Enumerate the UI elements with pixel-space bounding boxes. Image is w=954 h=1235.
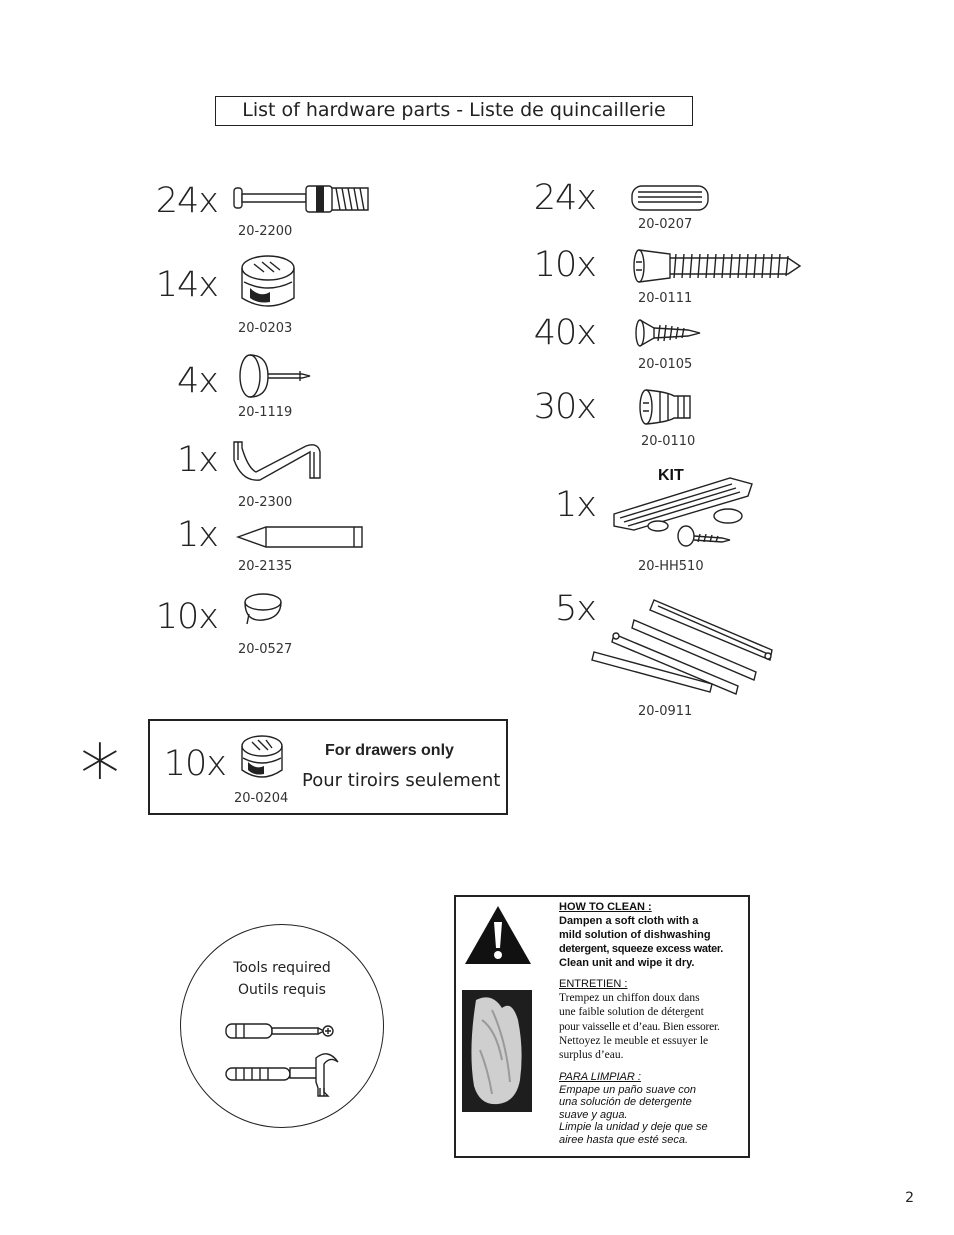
- part-quantity: 24x: [533, 178, 596, 218]
- cleaning-line: Clean unit and wipe it dry.: [559, 957, 695, 969]
- cleaning-text-fr: [559, 977, 749, 1062]
- part-quantity: 1x: [177, 515, 218, 555]
- warning-triangle-icon: [463, 904, 533, 966]
- cloth-photo-icon: [462, 990, 532, 1112]
- part-code: 20-1119: [238, 405, 293, 420]
- part-code: 20-0105: [638, 357, 693, 372]
- part-quantity: 24x: [155, 181, 218, 221]
- long-screw-icon: [632, 248, 802, 284]
- asterisk-symbol: *: [80, 728, 120, 821]
- cleaning-line: una solución de detergente: [559, 1096, 692, 1109]
- cleaning-line: mild solution of dishwashing: [559, 929, 711, 941]
- part-code: 20-2200: [238, 224, 293, 239]
- part-quantity: 1x: [555, 485, 596, 525]
- tools-required-en: Tools required: [233, 960, 331, 976]
- drawers-only-en: For drawers only: [325, 742, 454, 759]
- cleaning-line: pour vaisselle et d’eau. Bien essorer.: [559, 1020, 720, 1033]
- part-code: 20-2300: [238, 495, 293, 510]
- part-quantity: 10x: [533, 245, 596, 285]
- nail-glide-icon: [238, 353, 314, 399]
- cleaning-line: une faible solution de détergent: [559, 1006, 704, 1019]
- cleaning-line: Limpie la unidad y deje que se: [559, 1121, 708, 1134]
- tools-required-fr: Outils requis: [238, 982, 326, 998]
- part-code: 20-HH510: [638, 559, 704, 574]
- cleaning-line: Dampen a soft cloth with a: [559, 915, 699, 927]
- cleaning-line: Empape un paño suave con: [559, 1083, 696, 1096]
- cleaning-line: detergent, squeeze excess water.: [559, 943, 724, 955]
- strap-kit-icon: [612, 474, 756, 550]
- short-screw-icon: [634, 318, 702, 348]
- drawers-only-fr: Pour tiroirs seulement: [302, 770, 501, 791]
- part-quantity: 5x: [555, 589, 596, 629]
- cap-icon: [243, 592, 285, 626]
- cleaning-heading-es: PARA LIMPIAR :: [559, 1071, 641, 1083]
- part-quantity: 10x: [155, 597, 218, 637]
- bolt-connector-icon: [638, 388, 692, 426]
- part-quantity: 14x: [155, 265, 218, 305]
- part-code: 20-2135: [238, 559, 293, 574]
- allen-key-icon: [230, 438, 324, 484]
- cam-bolt-icon: [232, 182, 372, 216]
- cleaning-heading-fr: ENTRETIEN :: [559, 978, 628, 990]
- part-code: 20-0911: [638, 704, 693, 719]
- hammer-icon: [224, 1048, 340, 1100]
- part-quantity: 4x: [177, 361, 218, 401]
- screwdriver-icon: [224, 1020, 336, 1042]
- parts-list-title: List of hardware parts - Liste de quincaillerie: [215, 96, 693, 126]
- part-quantity: 30x: [533, 387, 596, 427]
- cam-lock-icon: [240, 734, 284, 780]
- part-code: 20-0207: [638, 217, 693, 232]
- page-number: 2: [905, 1190, 914, 1206]
- wrench-tool-icon: [236, 525, 364, 549]
- cleaning-text-en: [559, 900, 749, 970]
- cleaning-line: Trempez un chiffon doux dans: [559, 992, 700, 1004]
- kit-label: KIT: [658, 467, 684, 484]
- part-code: 20-0111: [638, 291, 693, 306]
- drawer-slide-icon: [588, 598, 776, 698]
- part-quantity: 1x: [177, 440, 218, 480]
- cleaning-line: airee hasta que esté seca.: [559, 1133, 689, 1146]
- part-code: 20-0203: [238, 321, 293, 336]
- part-code: 20-0527: [238, 642, 293, 657]
- wood-dowel-icon: [630, 184, 710, 212]
- cleaning-line: Nettoyez le meuble et essuyer le: [559, 1034, 709, 1047]
- cleaning-heading-en: HOW TO CLEAN :: [559, 901, 652, 913]
- cleaning-text-es: [559, 1071, 749, 1147]
- part-quantity: 40x: [533, 313, 596, 353]
- cam-lock-icon: [240, 254, 296, 310]
- part-quantity: 10x: [163, 744, 226, 784]
- part-code: 20-0204: [234, 791, 289, 806]
- cleaning-line: surplus d’eau.: [559, 1049, 624, 1062]
- cleaning-line: suave y agua.: [559, 1108, 628, 1121]
- part-code: 20-0110: [641, 434, 696, 449]
